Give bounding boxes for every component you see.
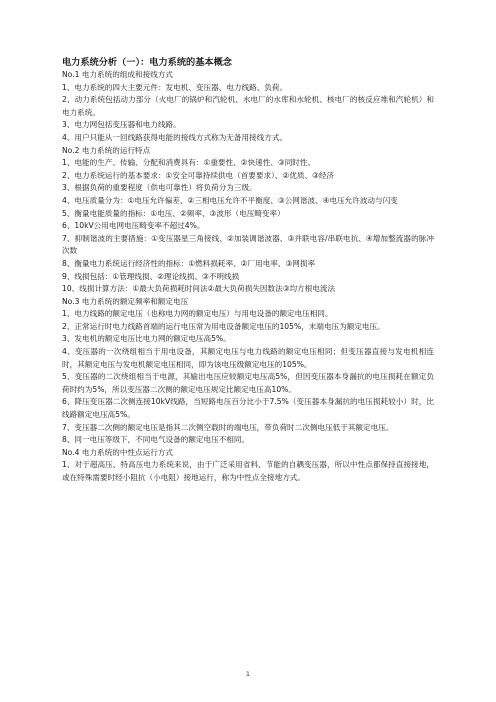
section-heading: No.3 电力系统的额定频率和额定电压	[62, 296, 189, 306]
paragraph-line: 7、抑制谐波的主要措施：①变压器星三角接线、②加装调谐波器、③并联电容/串联电抗、④增加整流器的脉冲次数	[62, 233, 434, 256]
section-heading: No.2 电力系统的运行特点	[62, 145, 151, 155]
page-number: 1	[245, 670, 251, 678]
paragraph-line: 1、电能的生产、传输、分配和消费具有：①重要性、②快速性、③同时性。	[62, 158, 316, 168]
paragraph-line: 2、电力系统运行的基本要求：①安全可靠持续供电（首要要求）、②优质、③经济	[62, 170, 335, 180]
paragraph-line: 9、线损包括：①管理线损、②理论线损、③不明线损	[62, 271, 240, 281]
paragraph-line: 2、正常运行时电力线路首端的运行电压常为用电设备额定电压的105%，末端电压为额定电压。	[62, 321, 385, 331]
document-page	[62, 56, 434, 485]
paragraph-line: 4、电压质量分为：①电压允许偏差、②三相电压允许不平衡度、③公网谐波、④电压允许波动与闪变	[62, 195, 398, 205]
paragraph-line: 6、降压变压器二次侧连接10kV线路，当短路电压百分比小于7.5%（变压器本身漏抗的电压损耗较小）时，比线路额定电压高5%。	[62, 397, 434, 420]
paragraph-line: 1、电力系统的四大主要元件：发电机、变压器、电力线路、负荷。	[62, 82, 288, 92]
paragraph-line: 1、对于超高压、特高压电力系统来说，由于广泛采用省料、节能的自耦变压器，所以中性点都保持直接接地，或在特殊需要时经小阻抗（小电阻）接地运行，称为中性点全接地方式。	[62, 460, 434, 482]
paragraph-line: 8、衡量电力系统运行经济性的指标：①燃料损耗率、②厂用电率、③网损率	[62, 258, 316, 268]
paragraph-line: 3、电力网包括变压器和电力线路。	[62, 120, 181, 130]
document-title: 电力系统分析（一）：电力系统的基本概念	[62, 57, 232, 68]
paragraph-line: 5、变压器的二次绕组相当于电源，其输出电压应较额定电压高5%，但因变压器本身漏抗的电压损耗在额定负荷时约为5%，所以变压器二次侧的额定电压规定比额定电压高10%。	[62, 372, 434, 394]
paragraph-line: 3、根据负荷的重要程度（供电可靠性）将负荷分为三级。	[62, 183, 257, 193]
paragraph-line: 1、电力线路的额定电压（也称电力网的额定电压）与用电设备的额定电压相同。	[62, 309, 333, 319]
paragraph-line: 5、衡量电能质量的指标：①电压、②频率、③波形（电压畸变率）	[62, 208, 285, 218]
paragraph-line: 8、同一电压等级下，不同电气设备的额定电压不相同。	[62, 435, 250, 445]
paragraph-line: 6、10kV公用电网电压畸变率不超过4%。	[62, 221, 205, 231]
paragraph-line: 4、变压器的一次绕组相当于用电设备，其额定电压与电力线路的额定电压相同；但变压器直接与发电机相连时，其额定电压与发电机额定电压相同，即为该电压级额定电压的105%。	[62, 347, 434, 369]
paragraph-line: 2、动力系统包括动力部分（火电厂的锅炉和汽轮机、水电厂的水库和水轮机、核电厂的核反应堆和汽轮机）和电力系统。	[62, 95, 434, 117]
paragraph-line: 7、变压器二次侧的额定电压是指其二次侧空载时的端电压，带负荷时二次侧电压低于其额定电压。	[62, 422, 394, 432]
paragraph-line: 3、发电机的额定电压比电力网的额定电压高5%。	[62, 334, 231, 344]
paragraph-line: 4、用户只能从一回线路获得电能的接线方式称为无备用接线方式。	[62, 132, 288, 142]
document-body	[62, 69, 434, 485]
section-heading: No.1 电力系统的组成和接线方式	[62, 70, 173, 79]
paragraph-line: 10、线损计算方法：①最大负荷损耗时间法②最大负荷损失因数法③均方根电流法	[62, 284, 336, 294]
section-heading: No.4 电力系统的中性点运行方式	[62, 447, 173, 457]
